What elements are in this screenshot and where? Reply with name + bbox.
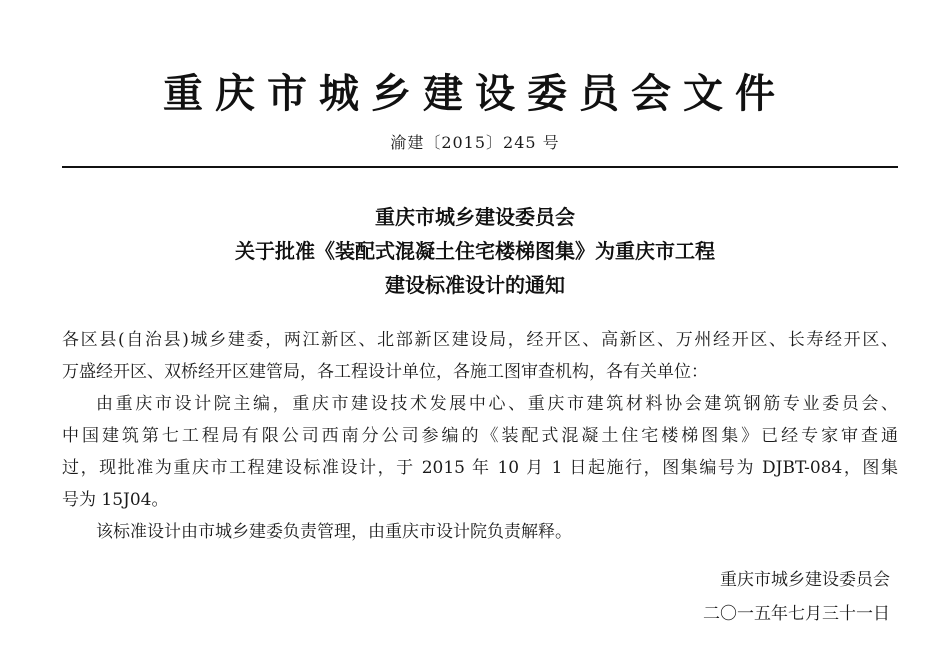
header-divider	[62, 166, 898, 168]
signature-block	[703, 563, 890, 631]
paragraph-2-line-1: 该标准设计由市城乡建委负责管理，由重庆市设计院负责解释。	[96, 522, 572, 542]
paragraph-1-line-3: 过，现批准为重庆市工程建设标准设计，于 2015 年 10 月 1 日起施行，图集编号为 DJBT-084，图集	[62, 458, 898, 478]
recipients-line-1: 各区县(自治县)城乡建委，两江新区、北部新区建设局，经开区、高新区、万州经开区、长寿经开区、	[62, 330, 898, 350]
document-number: 渝建〔2015〕245 号	[390, 133, 560, 152]
notice-title-line-3: 建设标准设计的通知	[385, 273, 565, 297]
document-header-title: 重庆市城乡建设委员会文件	[163, 70, 787, 117]
notice-body	[62, 324, 898, 548]
notice-title-line-2: 关于批准《装配式混凝土住宅楼梯图集》为重庆市工程	[235, 239, 715, 263]
signature-org: 重庆市城乡建设委员会	[720, 570, 890, 590]
paragraph-1-line-2: 中国建筑第七工程局有限公司西南分公司参编的《装配式混凝土住宅楼梯图集》已经专家审查通	[62, 426, 898, 446]
notice-title-line-1: 重庆市城乡建设委员会	[375, 205, 575, 229]
paragraph-1-line-4: 号为 15J04。	[62, 490, 169, 510]
signature-date: 二〇一五年七月三十一日	[703, 604, 890, 624]
recipients-line-2: 万盛经开区、双桥经开区建管局，各工程设计单位，各施工图审查机构，各有关单位：	[62, 362, 708, 382]
notice-title	[0, 200, 950, 302]
paragraph-1-line-1: 由重庆市设计院主编，重庆市建设技术发展中心、重庆市建筑材料协会建筑钢筋专业委员会、	[96, 394, 898, 414]
